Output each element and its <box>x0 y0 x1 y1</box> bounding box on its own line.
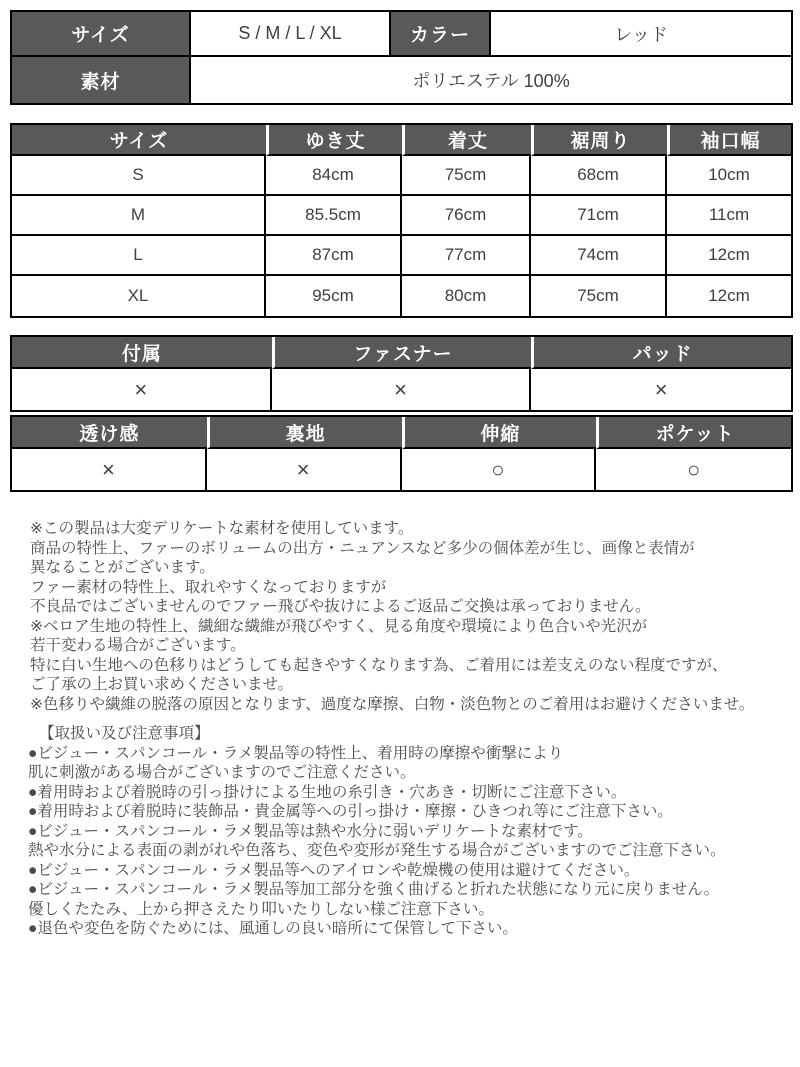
size-row-m-suso: 71cm <box>531 196 667 236</box>
note-line: 若干変わる場合がございます。 <box>30 637 246 654</box>
size-row-l-label: L <box>12 236 266 276</box>
feature-value-pocket: ○ <box>686 456 701 482</box>
size-value-cell: S / M / L / XL <box>191 12 391 57</box>
feature-value-pad: × <box>654 376 668 402</box>
size-label-cell: サイズ <box>12 12 191 57</box>
size-row-xl-yuki: 95cm <box>266 276 402 316</box>
product-notes <box>30 519 793 714</box>
column-header-sode: 袖口幅 <box>667 125 791 156</box>
care-item: 肌に刺激がある場合がございますのでご注意ください。 <box>28 764 416 781</box>
care-item: ●着用時および着脱時に装飾品・貴金属等への引っ掛け・摩擦・ひきつれ等にご注意下さい。 <box>28 803 673 820</box>
size-row-l-sode: 12cm <box>667 236 791 276</box>
column-header-suso: 裾周り <box>531 125 667 156</box>
care-instructions-title: 【取扱い及び注意事項】 <box>39 725 210 742</box>
size-row-m-sode: 11cm <box>667 196 791 236</box>
feature-header-fuzoku: 付属 <box>12 337 272 369</box>
feature-header-pad: パッド <box>531 337 791 369</box>
care-item: 優しくたたみ、上から押さえたり叩いたりしない様ご注意下さい。 <box>28 900 494 918</box>
feature-header-fastener: ファスナー <box>272 337 532 369</box>
size-row-s-sode: 10cm <box>667 156 791 196</box>
feature-value-stretch: ○ <box>402 449 597 490</box>
feature-header-stretch: 伸縮 <box>402 417 597 449</box>
size-row-m-kitake: 76cm <box>402 196 531 236</box>
size-row-l-yuki: 87cm <box>266 236 402 276</box>
care-item: ●着用時および着脱時の引っ掛けによる生地の糸引き・穴あき・切断にご注意下さい。 <box>28 783 627 801</box>
note-line: ※色移りや繊維の脱落の原因となります、過度な摩擦、白物・淡色物とのご着用はお避けくださいませ。 <box>30 695 755 713</box>
feature-header-sheer: 透け感 <box>12 417 207 449</box>
feature-header-pocket: ポケット <box>596 417 791 449</box>
care-item: ●退色や変色を防ぐためには、風通しの良い暗所にて保管して下さい。 <box>28 920 518 937</box>
feature-value-lining: × <box>207 449 402 490</box>
size-chart-table <box>10 123 793 318</box>
size-row-s-kitake: 75cm <box>402 156 531 196</box>
feature-value-sheer: × <box>12 449 207 490</box>
features-table-b <box>10 415 793 492</box>
care-item: ●ビジュー・スパンコール・ラメ製品等加工部分を強く曲げると折れた状態になり元に戻りません。 <box>28 881 720 898</box>
column-header-kitake: 着丈 <box>402 125 531 156</box>
size-row-m-yuki: 85.5cm <box>266 196 402 236</box>
note-line: ご了承の上お買い求めくださいませ。 <box>30 676 294 693</box>
size-row-xl-suso: 75cm <box>531 276 667 316</box>
size-row-l-kitake: 77cm <box>402 236 531 276</box>
note-line: ※この製品は大変デリケートな素材を使用しています。 <box>30 520 414 537</box>
size-row-xl-sode: 12cm <box>708 286 750 305</box>
note-line: ※ベロア生地の特性上、繊細な繊維が飛びやすく、見る角度や環境により色合いや光沢が <box>30 617 648 635</box>
material-value-cell: ポリエステル 100% <box>412 71 570 91</box>
feature-value-fastener: × <box>272 369 532 410</box>
size-row-xl-label: XL <box>12 276 266 316</box>
size-row-l-suso: 74cm <box>531 236 667 276</box>
column-header-size: サイズ <box>12 125 266 156</box>
care-item: ●ビジュー・スパンコール・ラメ製品等の特性上、着用時の摩擦や衝撃により <box>28 744 564 762</box>
note-line: ファー素材の特性上、取れやすくなっておりますが <box>30 578 387 596</box>
size-row-s-suso: 68cm <box>531 156 667 196</box>
size-row-s-yuki: 84cm <box>266 156 402 196</box>
color-value-cell: レッド <box>491 12 791 57</box>
color-label-cell: カラー <box>391 12 491 57</box>
features-table-a <box>10 335 793 412</box>
note-line: 異なることがございます。 <box>30 559 215 576</box>
product-info-table <box>10 10 793 105</box>
care-instructions <box>28 724 793 939</box>
care-item: ●ビジュー・スパンコール・ラメ製品等へのアイロンや乾燥機の使用は避けてください。 <box>28 861 640 879</box>
care-item: ●ビジュー・スパンコール・ラメ製品等は熱や水分に弱いデリケートな素材です。 <box>28 822 593 840</box>
feature-header-lining: 裏地 <box>207 417 402 449</box>
size-row-m-label: M <box>12 196 266 236</box>
size-row-xl-kitake: 80cm <box>402 276 531 316</box>
care-item: 熱や水分による表面の剥がれや色落ち、変色や変形が発生する場合がございますのでご注意下さい。 <box>28 842 726 859</box>
note-line: 特に白い生地への色移りはどうしても起きやすくなります為、ご着用には差支えのない程度ですが、 <box>30 656 728 674</box>
material-label-cell: 素材 <box>12 57 191 103</box>
size-row-s-label: S <box>12 156 266 196</box>
feature-value-fuzoku: × <box>12 369 272 410</box>
note-line: 不良品ではございませんのでファー飛びや抜けによるご返品ご交換は承っておりません。 <box>30 598 651 615</box>
column-header-yuki: ゆき丈 <box>266 125 402 156</box>
note-line: 商品の特性上、ファーのボリュームの出方・ニュアンスなど多少の個体差が生じ、画像と表情が <box>30 539 695 557</box>
